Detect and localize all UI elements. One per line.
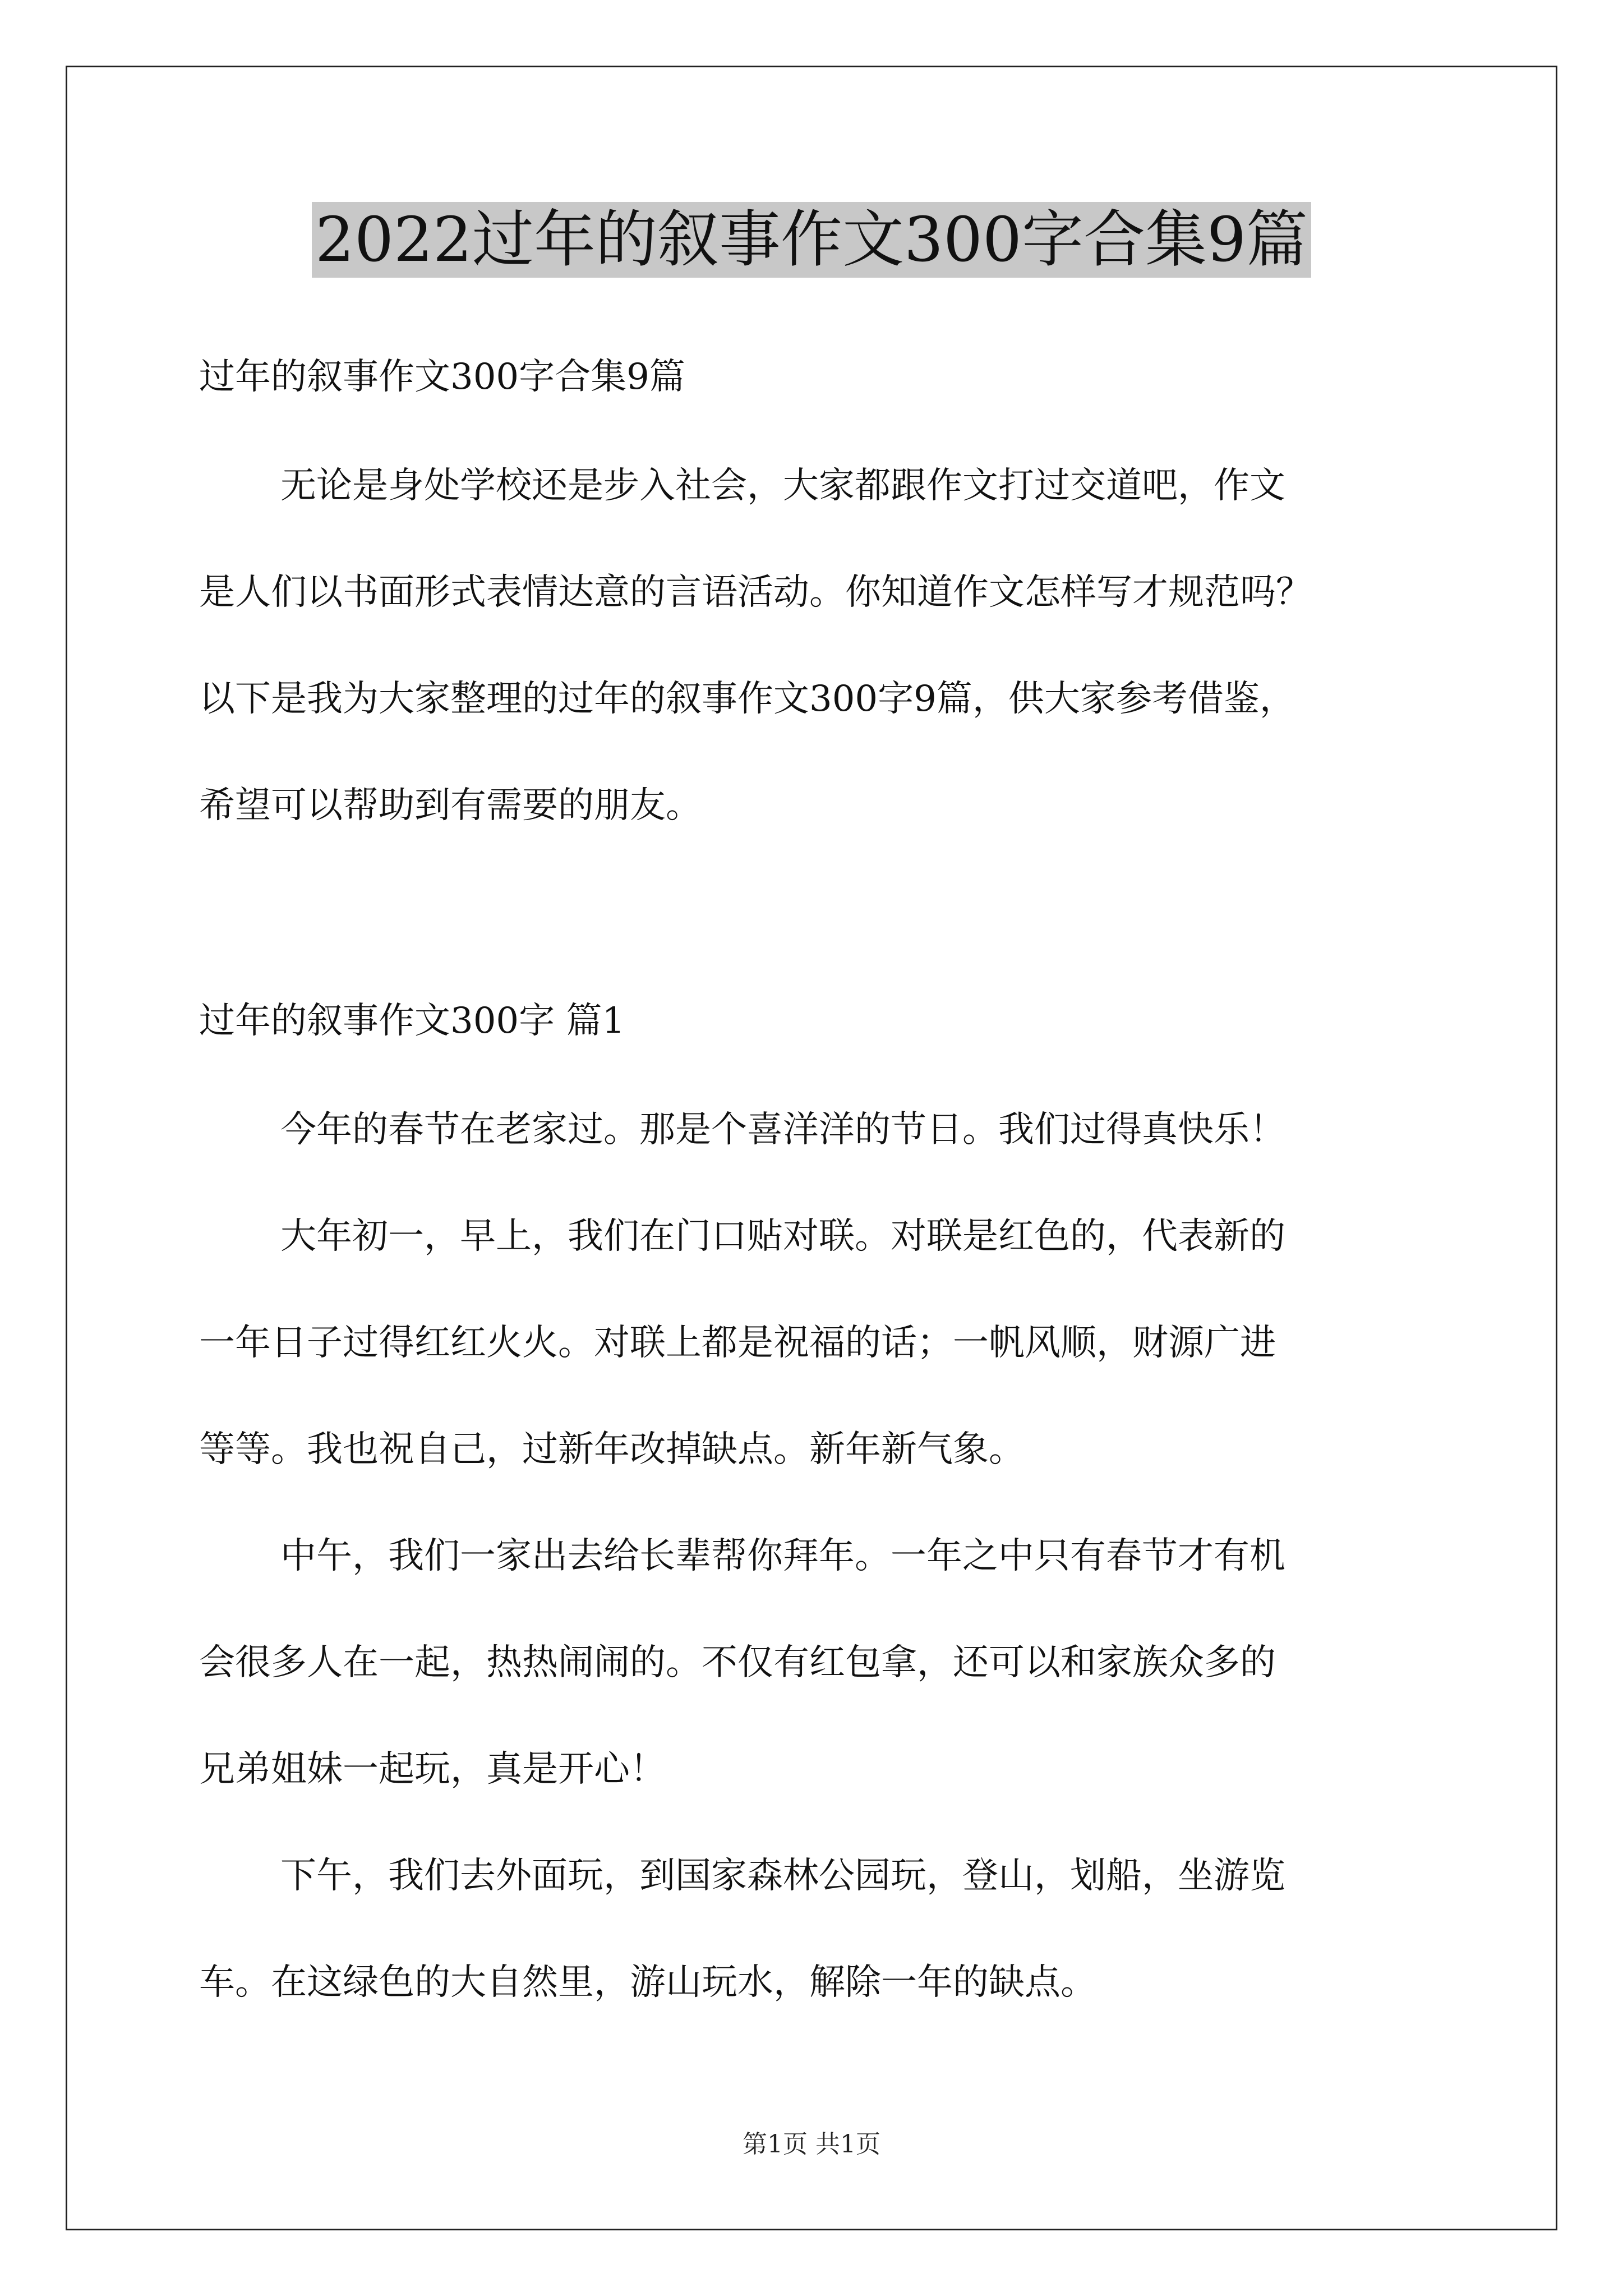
subtitle: 过年的叙事作文300字合集9篇 — [199, 356, 685, 398]
intro-line: 是人们以书面形式表情达意的言语活动。你知道作文怎样写才规范吗？ — [199, 572, 1312, 613]
body-line: 一年日子过得红红火火。对联上都是祝福的话；一帆风顺，财源广进 — [199, 1322, 1276, 1364]
intro-line: 无论是身处学校还是步入社会，大家都跟作文打过交道吧，作文 — [280, 465, 1285, 507]
body-line: 兄弟姐妹一起玩，真是开心！ — [199, 1749, 666, 1790]
section-heading: 过年的叙事作文300字 篇1 — [199, 1000, 625, 1042]
body-line: 中午，我们一家出去给长辈帮你拜年。一年之中只有春节才有机 — [280, 1535, 1285, 1577]
body-line: 下午，我们去外面玩，到国家森林公园玩，登山，划船，坐游览 — [280, 1855, 1285, 1897]
body-line: 等等。我也祝自己，过新年改掉缺点。新年新气象。 — [199, 1429, 1025, 1470]
body-line: 今年的春节在老家过。那是个喜洋洋的节日。我们过得真快乐！ — [280, 1109, 1285, 1151]
document-title: 2022过年的叙事作文300字合集9篇 — [312, 202, 1311, 278]
body-line: 大年初一，早上，我们在门口贴对联。对联是红色的，代表新的 — [280, 1216, 1285, 1257]
body-line: 车。在这绿色的大自然里，游山玩水，解除一年的缺点。 — [199, 1962, 1096, 2003]
intro-line: 希望可以帮助到有需要的朋友。 — [199, 785, 702, 826]
intro-line: 以下是我为大家整理的过年的叙事作文300字9篇，供大家参考借鉴， — [199, 678, 1295, 720]
title-container — [0, 202, 1623, 278]
page-footer: 第1页 共1页 — [743, 2130, 880, 2159]
body-line: 会很多人在一起，热热闹闹的。不仅有红包拿，还可以和家族众多的 — [199, 1642, 1276, 1683]
